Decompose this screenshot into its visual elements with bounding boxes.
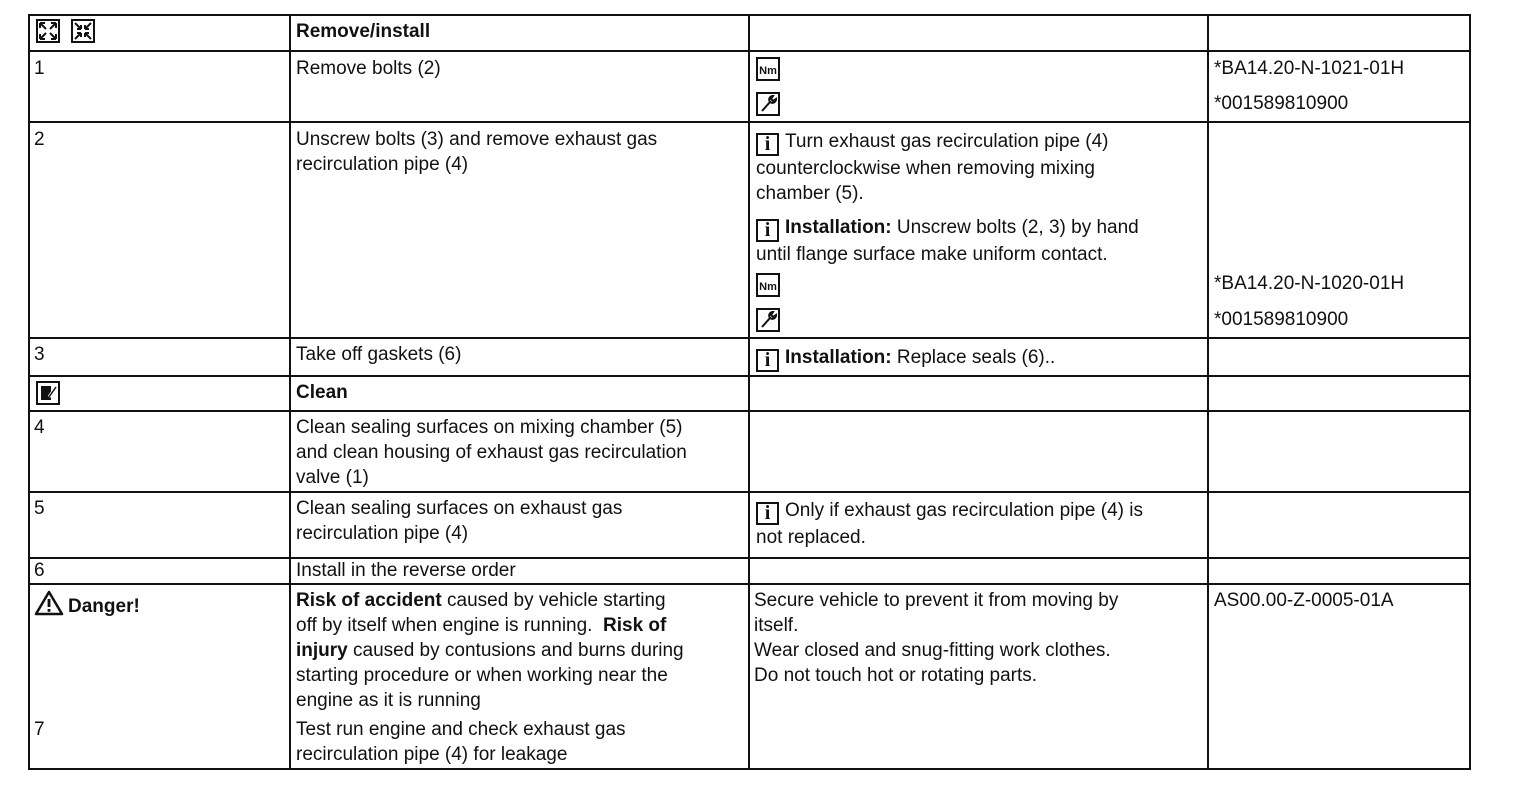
step-number: 4 <box>34 417 45 438</box>
warning-triangle-icon <box>34 590 64 616</box>
step-number: 6 <box>34 560 45 581</box>
step-action <box>296 717 746 767</box>
step-action <box>296 127 741 177</box>
section-title-clean: Clean <box>296 382 348 403</box>
torque-nm-icon <box>756 56 780 81</box>
action-line: recirculation pipe (4) <box>296 154 469 175</box>
step-action: Install in the reverse order <box>296 560 516 581</box>
header-icons <box>36 18 95 43</box>
note-line: Turn exhaust gas recirculation pipe (4) <box>785 131 1109 152</box>
action-line: and clean housing of exhaust gas recirculation <box>296 442 687 463</box>
action-line: Clean sealing surfaces on exhaust gas <box>296 498 623 519</box>
tool-wrench-icon <box>756 91 780 116</box>
step-action <box>296 415 746 490</box>
step-number: 2 <box>34 129 45 150</box>
action-line: recirculation pipe (4) <box>296 523 469 544</box>
svg-text:Nm: Nm <box>759 64 777 77</box>
torque-nm-icon <box>756 272 780 297</box>
table-border-right <box>1469 14 1471 770</box>
section-title-remove-install: Remove/install <box>296 21 431 42</box>
torque-reference: *BA14.20-N-1021-01H <box>1214 58 1405 79</box>
action-line: Unscrew bolts (3) and remove exhaust gas <box>296 129 658 150</box>
note-label: Installation: <box>785 347 892 368</box>
tool-wrench-icon <box>756 307 780 332</box>
danger-label: Danger! <box>34 590 140 619</box>
note-line: not replaced. <box>756 527 866 548</box>
note-line: Only if exhaust gas recirculation pipe (4) is <box>785 500 1143 521</box>
step-action: Take off gaskets (6) <box>296 344 462 365</box>
tool-reference: *001589810900 <box>1214 309 1349 330</box>
step-number: 7 <box>34 719 45 740</box>
note-line: counterclockwise when removing mixing <box>756 158 1095 179</box>
step-action <box>296 496 741 546</box>
column-divider <box>748 14 750 770</box>
info-icon: i <box>756 349 779 372</box>
step-action: Remove bolts (2) <box>296 58 441 79</box>
column-divider <box>289 14 291 770</box>
table-border-left <box>28 14 30 770</box>
collapse-arrows-icon <box>71 19 95 43</box>
svg-text:Nm: Nm <box>759 280 777 293</box>
step-number: 1 <box>34 58 45 79</box>
clean-brush-icon <box>36 380 60 405</box>
note-label: Installation: <box>785 217 892 238</box>
step-note <box>756 215 1204 267</box>
danger-note: Secure vehicle to prevent it from moving by itself. Wear closed and snug-fitting work clothes. Do not touch hot or rotating parts. <box>754 590 1119 686</box>
step-number: 5 <box>34 498 45 519</box>
action-line: valve (1) <box>296 467 369 488</box>
action-line: Test run engine and check exhaust gas <box>296 719 626 740</box>
action-line: recirculation pipe (4) for leakage <box>296 744 568 765</box>
step-note <box>756 129 1204 206</box>
expand-arrows-icon <box>36 19 60 43</box>
note-line: Unscrew bolts (2, 3) by hand <box>891 217 1139 238</box>
column-divider <box>1207 14 1209 770</box>
torque-reference: *BA14.20-N-1020-01H <box>1214 273 1405 294</box>
step-note <box>756 345 1055 372</box>
tool-reference: *001589810900 <box>1214 93 1349 114</box>
step-number: 3 <box>34 344 45 365</box>
step-note <box>756 498 1204 550</box>
note-line: Replace seals (6).. <box>891 347 1056 368</box>
danger-text: Risk of accident caused by vehicle starting off by itself when engine is running. Risk of injury caused by contusions and burns during starting procedure or when working near the engine as it is running <box>296 590 684 711</box>
info-icon: i <box>756 502 779 525</box>
note-line: until flange surface make uniform contact. <box>756 244 1108 265</box>
info-icon: i <box>756 219 779 242</box>
danger-reference: AS00.00-Z-0005-01A <box>1214 590 1394 611</box>
note-line: chamber (5). <box>756 183 864 204</box>
action-line: Clean sealing surfaces on mixing chamber (5) <box>296 417 683 438</box>
procedure-table <box>28 14 1471 770</box>
info-icon: i <box>756 133 779 156</box>
